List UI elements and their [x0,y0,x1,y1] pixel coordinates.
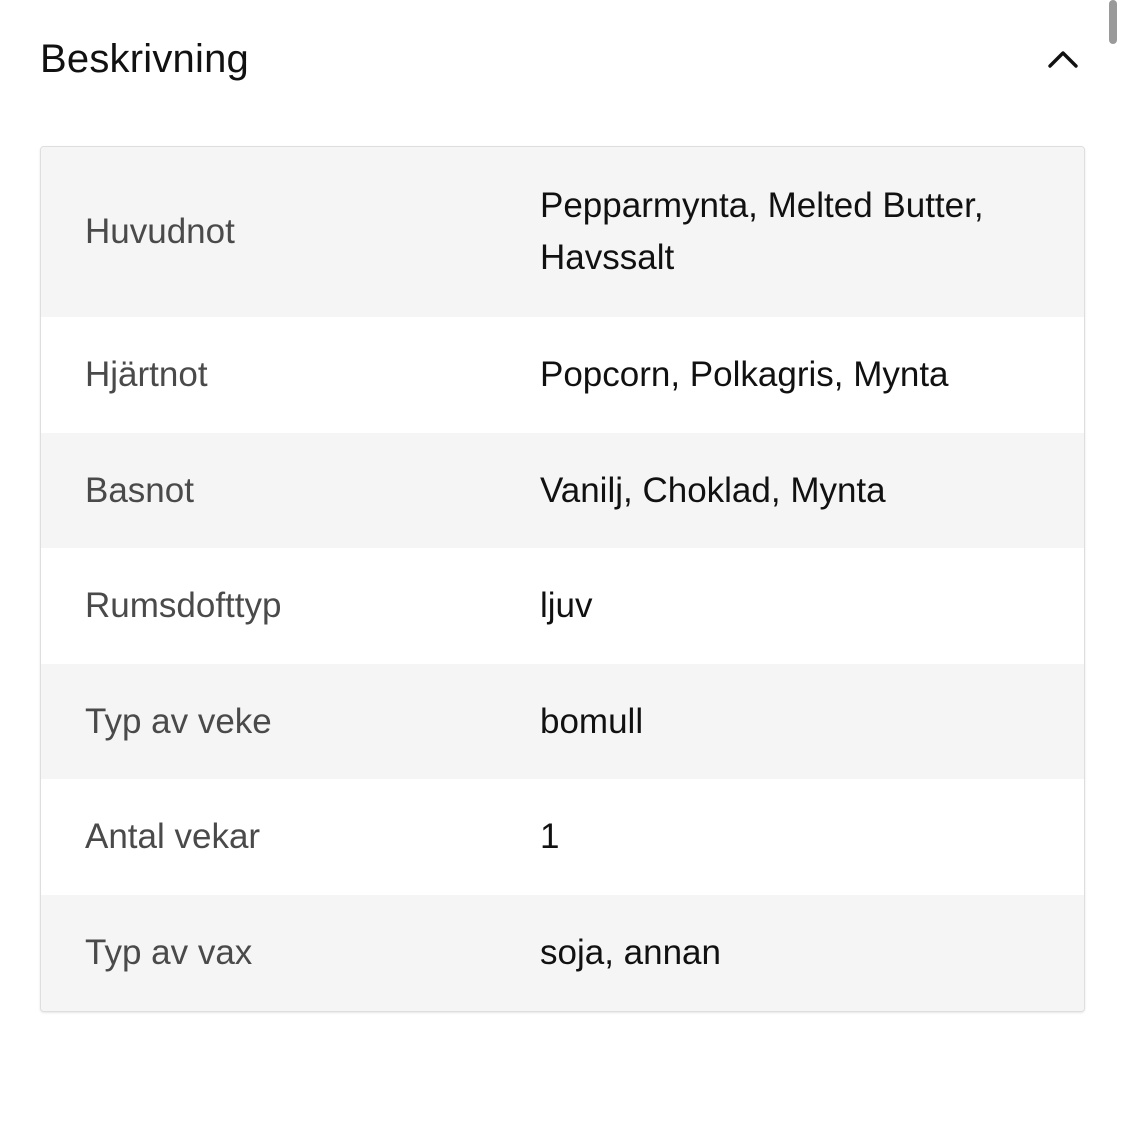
table-row [41,548,1084,664]
row-label: Typ av vax [85,933,253,972]
table-row [41,779,1084,895]
table-row [41,664,1084,779]
row-value: Popcorn, Polkagris, Mynta [540,355,949,394]
row-label: Hjärtnot [85,355,208,394]
table-row [41,433,1084,548]
table-row [41,317,1084,433]
row-value: ljuv [540,586,593,625]
row-label: Antal vekar [85,817,261,856]
row-value: 1 [540,817,560,856]
row-value: soja, annan [540,933,721,972]
row-value: Vanilj, Choklad, Mynta [540,470,886,510]
row-value: bomull [540,701,644,741]
row-label: Basnot [85,470,194,510]
chevron-up-icon[interactable] [1037,33,1089,85]
description-header[interactable] [40,24,1085,94]
row-label: Rumsdofttyp [85,586,282,625]
table-row [41,147,1084,317]
row-label: Typ av veke [85,701,272,741]
row-label: Huvudnot [85,212,235,251]
description-table [40,146,1085,1012]
row-value: Pepparmynta, Melted Butter, Havssalt [540,186,984,277]
section-title: Beskrivning [40,36,249,81]
table-row [41,895,1084,1011]
scrollbar[interactable] [1109,0,1117,44]
